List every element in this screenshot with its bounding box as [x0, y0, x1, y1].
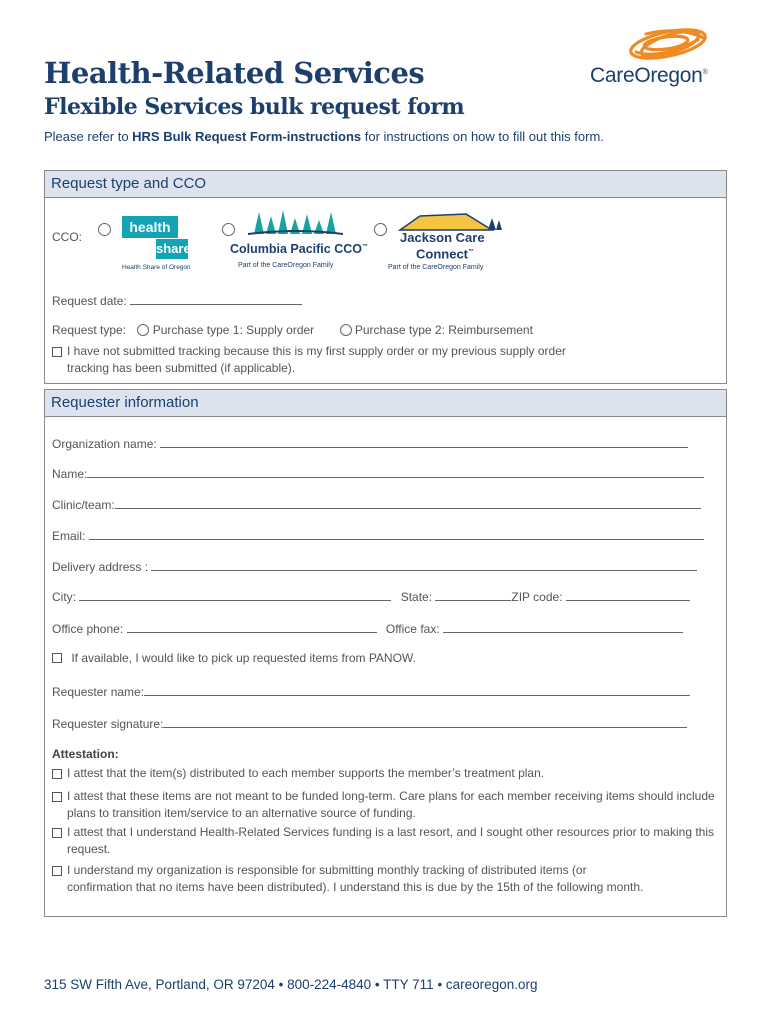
city-row: City: State: ZIP code:: [52, 589, 690, 604]
requester-name-row: Requester name:: [52, 684, 690, 699]
attestation-checkbox-2[interactable]: [52, 792, 62, 802]
purchase-type-2-label: Purchase type 2: Reimbursement: [354, 323, 533, 337]
jackson-care-logo: Jackson Care Connect™ Part of the CareOregon Family: [386, 210, 506, 276]
attestation-checkbox-4[interactable]: [52, 866, 62, 876]
pickup-row: If available, I would like to pick up requested items from PANOW.: [52, 651, 416, 665]
purchase-type-1-label: Purchase type 1: Supply order: [152, 323, 315, 337]
delivery-address-field[interactable]: [151, 559, 697, 571]
pickup-checkbox[interactable]: [52, 653, 62, 663]
tracking-text: I have not submitted tracking because this is my first supply order or my previous supply order tracking has been submitted (if applicable).: [67, 344, 566, 375]
cco-radio-health-share[interactable]: [98, 223, 111, 236]
requester-name-field[interactable]: [144, 684, 690, 696]
section-heading: Requester information: [45, 390, 726, 417]
health-share-logo: health share Health Share of Oregon: [120, 216, 192, 276]
zip-code-field[interactable]: [566, 589, 690, 601]
state-field[interactable]: [435, 589, 511, 601]
delivery-address-row: Delivery address :: [52, 559, 697, 574]
attestation-checkbox-1[interactable]: [52, 769, 62, 779]
attestation-text-3: I attest that I understand Health-Related Services funding is a last resort, and I sought other resources prior to making this request.: [67, 825, 715, 856]
request-date-field[interactable]: [130, 293, 302, 305]
purchase-type-2-radio[interactable]: [340, 324, 352, 336]
tracking-checkbox[interactable]: [52, 347, 62, 357]
page-subtitle: Flexible Services bulk request form: [44, 94, 465, 120]
office-phone-field[interactable]: [127, 621, 377, 633]
name-field[interactable]: [87, 466, 704, 478]
careoregon-wordmark: CareOregon®: [590, 64, 708, 87]
instructions-link[interactable]: HRS Bulk Request Form-instructions: [132, 129, 362, 144]
clinic-row: Clinic/team:: [52, 497, 701, 512]
organization-row: Organization name:: [52, 436, 688, 451]
name-row: Name:: [52, 466, 704, 481]
city-field[interactable]: [79, 589, 391, 601]
attestation-text-4: I understand my organization is responsible for submitting monthly tracking of distributed items (or confirmation that no items have been distributed). I understand this is due by the 15th of the following month.: [67, 863, 644, 894]
request-type-row: Request type: Purchase type 1: Supply order Purchase type 2: Reimbursement: [52, 323, 533, 337]
page-title: Health-Related Services: [44, 56, 425, 90]
email-field[interactable]: [89, 528, 704, 540]
attestation-text-1: I attest that the item(s) distributed to each member supports the member’s treatment plan.: [67, 766, 545, 780]
footer-contact: 315 SW Fifth Ave, Portland, OR 97204 • 800-224-4840 • TTY 711 • careoregon.org: [44, 977, 538, 992]
columbia-pacific-logo: Columbia Pacific CCO™ Part of the CareOregon Family: [228, 206, 368, 274]
requester-signature-row: Requester signature:: [52, 716, 687, 731]
attestation-text-2: I attest that these items are not meant to be funded long-term. Care plans for each member receiving items should include plans to transition item/service to an alternative source of funding.: [67, 789, 715, 820]
trees-icon: [228, 206, 368, 236]
purchase-type-1-radio[interactable]: [137, 324, 149, 336]
cco-label: CCO:: [52, 230, 82, 244]
phone-row: Office phone: Office fax:: [52, 621, 683, 636]
email-row: Email:: [52, 528, 704, 543]
intro-text: Please refer to HRS Bulk Request Form-instructions for instructions on how to fill out this form.: [44, 129, 604, 144]
organization-field[interactable]: [160, 436, 688, 448]
attestation-heading: Attestation:: [52, 747, 119, 761]
clinic-field[interactable]: [115, 497, 701, 509]
office-fax-field[interactable]: [443, 621, 683, 633]
mountain-icon: [396, 210, 506, 232]
attestation-checkbox-3[interactable]: [52, 828, 62, 838]
requester-signature-field[interactable]: [163, 716, 687, 728]
section-heading: Request type and CCO: [45, 171, 726, 198]
request-date-row: Request date:: [52, 293, 302, 308]
